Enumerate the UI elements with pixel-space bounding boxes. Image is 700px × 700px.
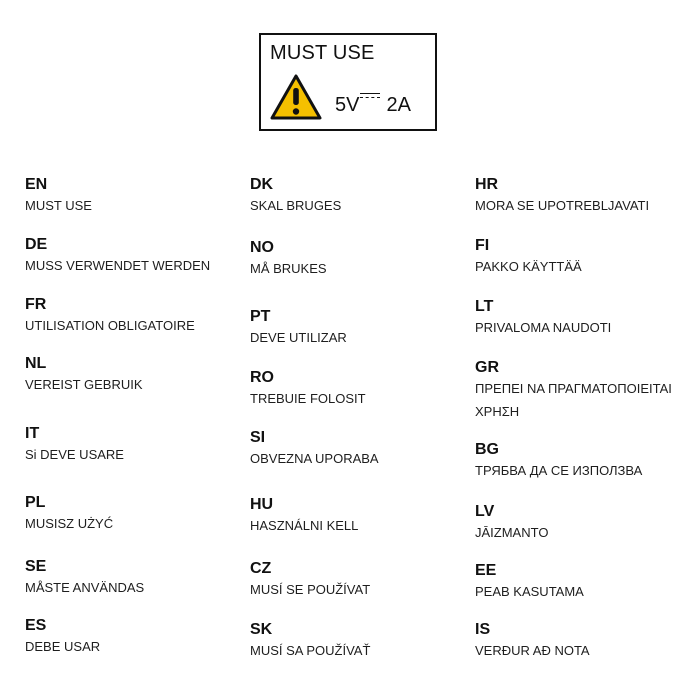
lang-entry-lt — [475, 297, 611, 338]
lang-text: MÅSTE ANVÄNDAS — [25, 580, 145, 595]
lang-entry-lv — [475, 502, 548, 543]
lang-entry-sk — [250, 620, 370, 661]
lang-text: ТРЯБВА ДА СЕ ИЗПОЛЗВА — [475, 463, 643, 478]
voltage-value: 5V — [335, 94, 360, 116]
lang-entry-hr — [475, 175, 649, 216]
lang-entry-hu — [250, 495, 358, 536]
lang-code: PT — [250, 308, 271, 325]
lang-text: PAKKO KÄYTTÄÄ — [475, 259, 582, 274]
label-title: MUST USE — [270, 42, 375, 64]
warning-triangle-icon — [270, 73, 322, 121]
lang-entry-pl — [25, 493, 113, 534]
lang-code: LV — [475, 503, 495, 520]
lang-code: EE — [475, 562, 497, 579]
lang-entry-si — [250, 428, 379, 469]
lang-text: VEREIST GEBRUIK — [25, 377, 143, 392]
lang-code: EN — [25, 176, 48, 193]
lang-text: PRIVALOMA NAUDOTI — [475, 320, 612, 335]
lang-entry-es — [25, 616, 100, 657]
lang-code: LT — [475, 298, 494, 315]
power-rating — [335, 91, 411, 117]
lang-text: MUST USE — [25, 198, 92, 213]
lang-entry-de — [25, 235, 210, 276]
lang-code: FI — [475, 237, 490, 254]
lang-entry-gr — [475, 358, 672, 422]
lang-code: SK — [250, 621, 273, 638]
lang-text: MÅ BRUKES — [250, 261, 327, 276]
lang-entry-fr — [25, 295, 195, 336]
lang-code: DK — [250, 176, 274, 193]
lang-entry-bg — [475, 440, 642, 481]
lang-text: UTILISATION OBLIGATOIRE — [25, 318, 195, 333]
lang-code: SE — [25, 558, 47, 575]
lang-entry-dk — [250, 175, 341, 216]
lang-entry-cz — [250, 559, 370, 600]
lang-code: FR — [25, 296, 47, 313]
lang-entry-fi — [475, 236, 582, 277]
lang-code: HU — [250, 496, 274, 513]
lang-entry-is — [475, 620, 590, 661]
lang-code: NL — [25, 355, 47, 372]
lang-entry-ro — [250, 368, 366, 409]
lang-code: BG — [475, 441, 499, 458]
lang-code: GR — [475, 359, 499, 376]
lang-entry-ee — [475, 561, 584, 602]
lang-text: MORA SE UPOTREBLJAVATI — [475, 198, 650, 213]
lang-text: VERÐUR AÐ NOTA — [475, 643, 590, 658]
lang-entry-no — [250, 238, 327, 279]
power-requirement-label — [259, 33, 437, 131]
lang-text: OBVEZNA UPORABA — [250, 451, 379, 466]
lang-code: IT — [25, 425, 40, 442]
lang-entry-en — [25, 175, 92, 216]
lang-entry-se — [25, 557, 144, 598]
lang-text: MUSÍ SA POUŽÍVAŤ — [250, 643, 371, 658]
dc-current-symbol — [360, 91, 380, 103]
lang-entry-nl — [25, 354, 143, 395]
lang-text: Si DEVE USARE — [25, 447, 124, 462]
lang-text: SKAL BRUGES — [250, 198, 342, 213]
lang-text: DEVE UTILIZAR — [250, 330, 347, 345]
lang-code: RO — [250, 369, 274, 386]
lang-entry-it — [25, 424, 124, 465]
lang-text: MUSS VERWENDET WERDEN — [25, 258, 211, 273]
lang-text: ΠΡΕΠΕΙ ΝΑ ΠΡΑΓΜΑΤΟΠΟΙΕΙΤΑΙ — [475, 381, 672, 396]
lang-code: SI — [250, 429, 266, 446]
lang-code: DE — [25, 236, 48, 253]
lang-entry-pt — [250, 307, 347, 348]
lang-text: PEAB KASUTAMA — [475, 584, 584, 599]
lang-code: HR — [475, 176, 499, 193]
current-value: 2A — [386, 94, 411, 116]
lang-text-continued: ΧΡΗΣΗ — [475, 404, 520, 419]
lang-code: NO — [250, 239, 274, 256]
lang-text: TREBUIE FOLOSIT — [250, 391, 366, 406]
lang-code: CZ — [250, 560, 272, 577]
lang-code: IS — [475, 621, 491, 638]
lang-code: PL — [25, 494, 46, 511]
lang-text: JĀIZMANTO — [475, 525, 549, 540]
lang-text: HASZNÁLNI KELL — [250, 518, 359, 533]
lang-text: MUSISZ UŻYĆ — [25, 516, 114, 531]
lang-code: ES — [25, 617, 47, 634]
lang-text: DEBE USAR — [25, 639, 101, 654]
lang-text: MUSÍ SE POUŽÍVAT — [250, 582, 371, 597]
